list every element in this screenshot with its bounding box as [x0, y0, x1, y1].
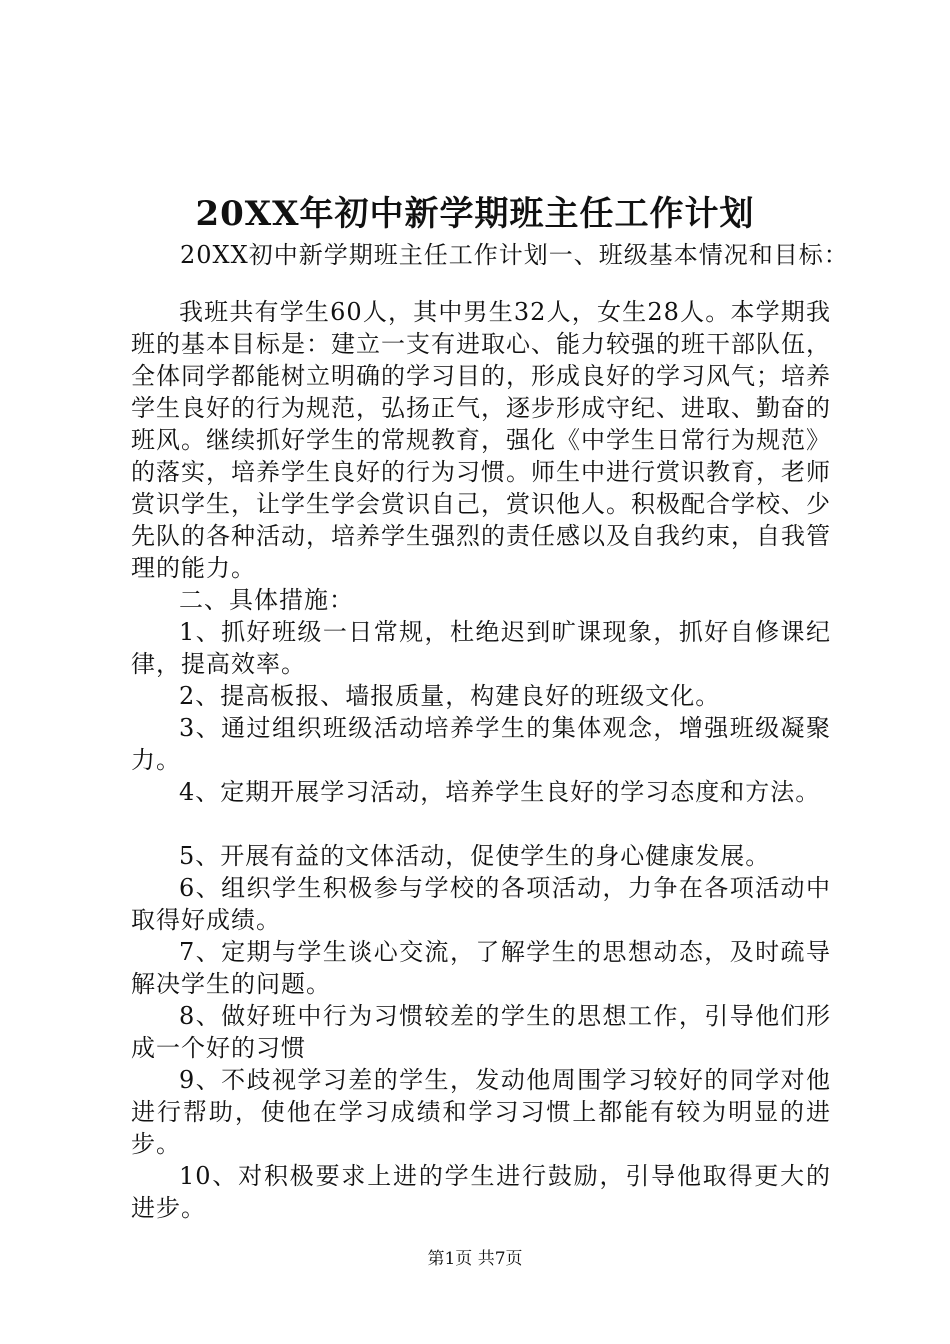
page-footer: 第1页 共7页	[427, 1249, 523, 1269]
measure-item-2: 2、提高板报、墙报质量，构建良好的班级文化。	[179, 682, 721, 710]
measure-item-7: 7、定期与学生谈心交流，了解学生的思想动态，及时疏导解决学生的问题。	[131, 938, 831, 998]
measure-item-6: 6、组织学生积极参与学校的各项活动，力争在各项活动中取得好成绩。	[131, 874, 831, 934]
measure-item-3: 3、通过组织班级活动培养学生的集体观念，增强班级凝聚力。	[131, 714, 831, 774]
measure-item-5: 5、开展有益的文体活动，促使学生的身心健康发展。	[179, 842, 771, 870]
document-body	[131, 296, 831, 1224]
measure-item-8: 8、做好班中行为习惯较差的学生的思想工作，引导他们形成一个好的习惯	[131, 1002, 831, 1062]
measure-item-9: 9、不歧视学习差的学生，发动他周围学习较好的同学对他进行帮助，使他在学习成绩和学习习惯上都能有较为明显的进步。	[131, 1066, 831, 1158]
measure-item-10: 10、对积极要求上进的学生进行鼓励，引导他取得更大的进步。	[131, 1162, 831, 1222]
measure-item-1: 1、抓好班级一日常规，杜绝迟到旷课现象，抓好自修课纪律，提高效率。	[131, 618, 831, 678]
document-subtitle: 20XX初中新学期班主任工作计划一、班级基本情况和目标：	[180, 241, 849, 269]
measure-item-4: 4、定期开展学习活动，培养学生良好的学习态度和方法。	[179, 778, 821, 806]
section-heading-measures: 二、具体措施：	[179, 586, 354, 614]
document-title: 20XX年初中新学期班主任工作计划	[195, 194, 755, 234]
paragraph-basic-situation: 我班共有学生60人，其中男生32人，女生28人。本学期我班的基本目标是：建立一支有进取心、能力较强的班干部队伍，全体同学都能树立明确的学习目的，形成良好的学习风气；培养学生良好的行为规范，弘扬正气，逐步形成守纪、进取、勤奋的班风。继续抓好学生的常规教育，强化《中学生日常行为规范》的落实，培养学生良好的行为习惯。师生中进行赏识教育，老师赏识学生，让学生学会赏识自己，赏识他人。积极配合学校、少先队的各种活动，培养学生强烈的责任感以及自我约束，自我管理的能力。	[131, 298, 831, 582]
